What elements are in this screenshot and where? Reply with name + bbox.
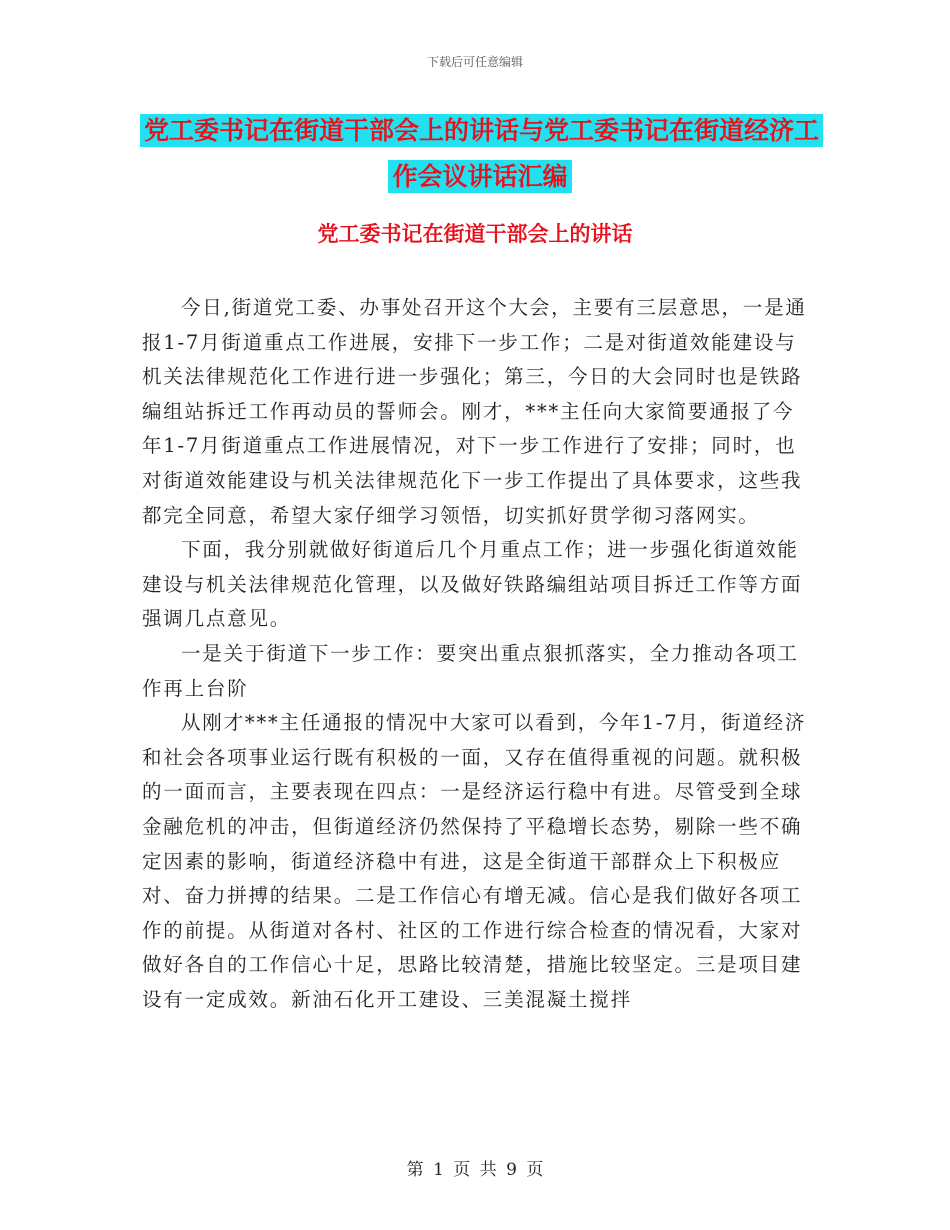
- paragraph-2: 下面，我分别就做好街道后几个月重点工作；进一步强化街道效能建设与机关法律规范化管理，以及做好铁路编组站项目拆迁工作等方面强调几点意见。: [142, 538, 803, 631]
- document-title-text: 党工委书记在街道干部会上的讲话与党工委书记在街道经济工作会议讲话汇编: [140, 114, 823, 193]
- paragraph-3: 一是关于街道下一步工作：要突出重点狠抓落实，全力推动各项工作再上台阶: [142, 641, 799, 700]
- section-title: 党工委书记在街道干部会上的讲话: [317, 222, 633, 246]
- paragraph-1: 今日,街道党工委、办事处召开这个大会，主要有三层意思，一是通报1-7月街道重点工作进展，安排下一步工作；二是对街道效能建设与机关法律规范化工作进行进一步强化；第三，今日的大会同时也是铁路编组站拆迁工作再动员的誓师会。刚才，***主任向大家简要通报了今年1-7月街道重点工作进展情况，对下一步工作进行了安排；同时，也对街道效能建设与机关法律规范化下一步工作提出了具体要求，这些我都完全同意，希望大家仔细学习领悟，切实抓好贯学彻习落网实。: [142, 296, 807, 527]
- page-footer: 第 1 页 共 9 页: [406, 1160, 544, 1180]
- header-note: 下载后可任意编辑: [426, 55, 523, 69]
- body-text: [142, 291, 812, 1017]
- paragraph-4: 从刚才***主任通报的情况中大家可以看到，今年1-7月，街道经济和社会各项事业运行既有积极的一面，又存在值得重视的问题。就积极的一面而言，主要表现在四点：一是经济运行稳中有进。尽管受到全球金融危机的冲击，但街道经济仍然保持了平稳增长态势，剔除一些不确定因素的影响，街道经济稳中有进，这是全街道干部群众上下积极应对、奋力拼搏的结果。二是工作信心有增无减。信心是我们做好各项工作的前提。从街道对各村、社区的工作进行综合检查的情况看，大家对做好各自的工作信心十足，思路比较清楚，措施比较坚定。三是项目建设有一定成效。新油石化开工建设、三美混凝土搅拌: [142, 711, 807, 1011]
- document-title: [140, 108, 820, 200]
